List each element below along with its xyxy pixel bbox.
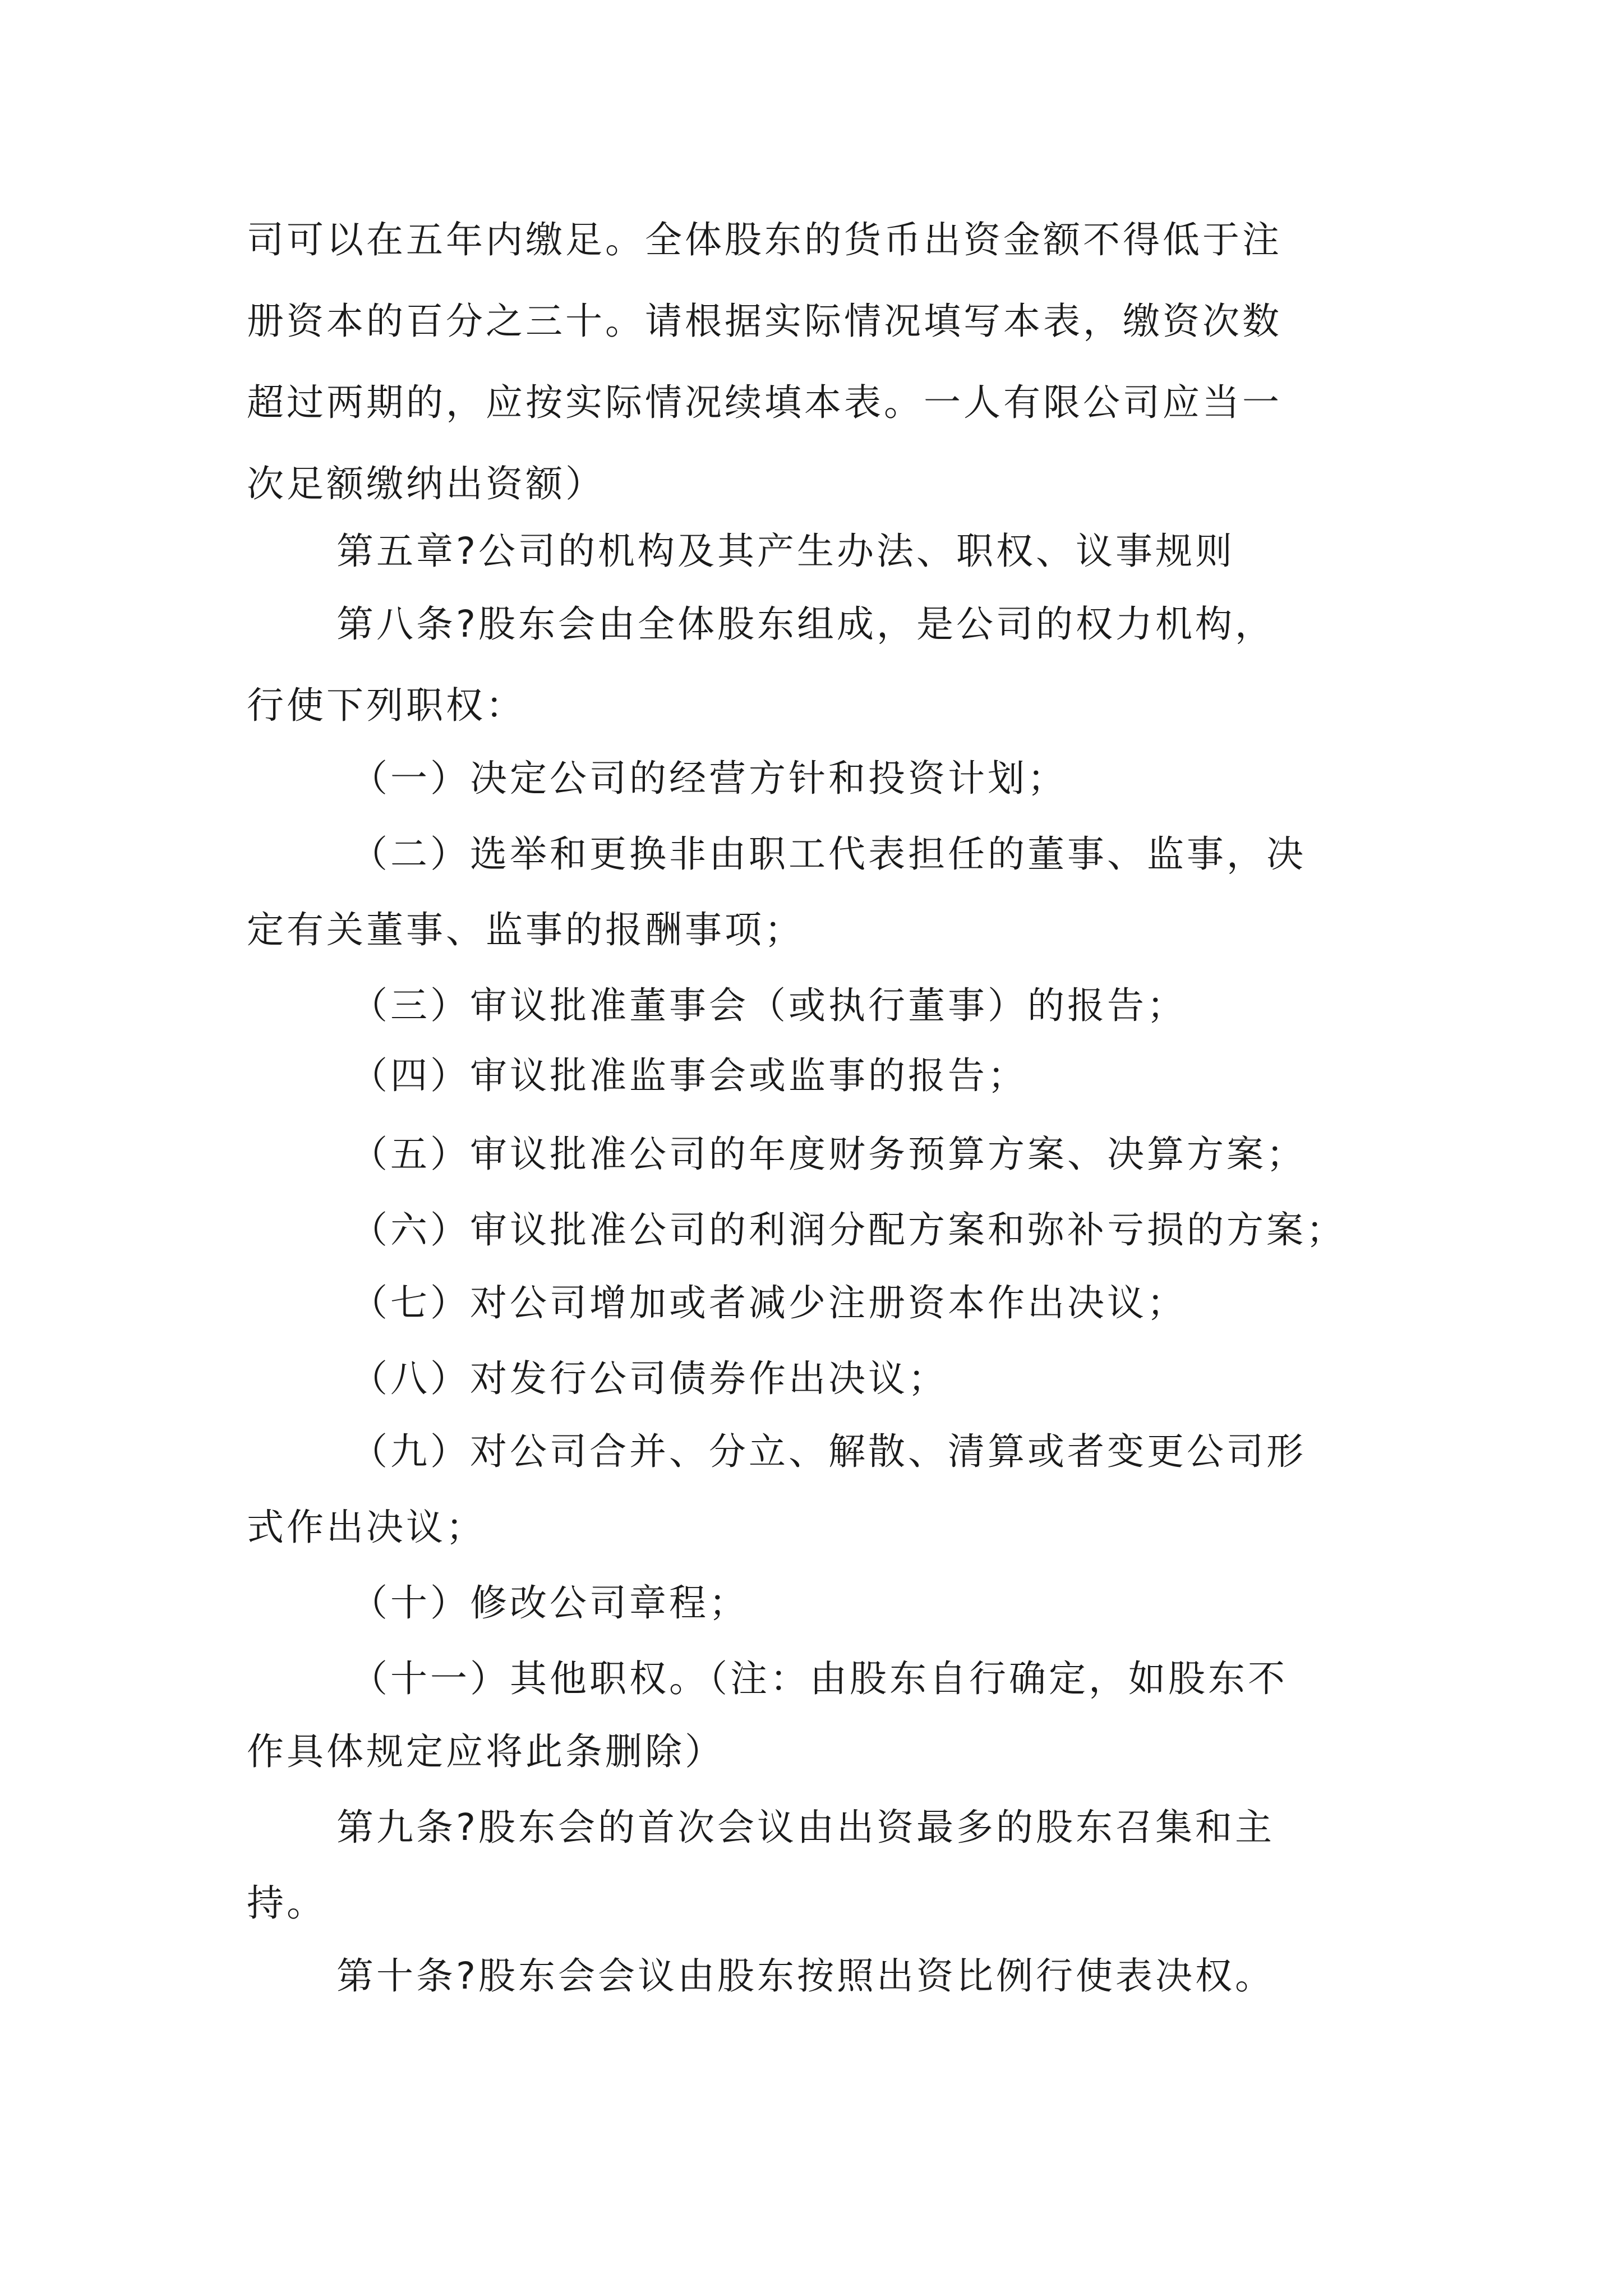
list-item: （九）对公司合并、分立、解散、清算或者变更公司形 bbox=[351, 1430, 1306, 1473]
text-line: 定有关董事、监事的报酬事项； bbox=[247, 908, 804, 951]
article-heading: 第十条?股东会会议由股东按照出资比例行使表决权。 bbox=[336, 1954, 1275, 1998]
article-heading: 第九条?股东会的首次会议由出资最多的股东召集和主 bbox=[336, 1806, 1275, 1849]
chapter-heading: 第五章?公司的机构及其产生办法、职权、议事规则 bbox=[336, 530, 1235, 573]
list-item: （七）对公司增加或者减少注册资本作出决议； bbox=[351, 1281, 1187, 1324]
text-line: 行使下列职权： bbox=[247, 684, 525, 727]
list-item: （八）对发行公司债券作出决议； bbox=[351, 1357, 948, 1400]
article-heading: 第八条?股东会由全体股东组成，是公司的权力机构， bbox=[336, 602, 1275, 646]
text-line: 持。 bbox=[247, 1881, 326, 1925]
list-item: （六）审议批准公司的利润分配方案和弥补亏损的方案； bbox=[351, 1208, 1346, 1251]
list-item: （一）决定公司的经营方针和投资计划； bbox=[351, 757, 1067, 800]
list-item: （四）审议批准监事会或监事的报告； bbox=[351, 1054, 1027, 1097]
text-line: 次足额缴纳出资额） bbox=[247, 462, 605, 505]
list-item: （三）审议批准董事会（或执行董事）的报告； bbox=[351, 984, 1187, 1027]
text-line: 司可以在五年内缴足。全体股东的货币出资金额不得低于注 bbox=[247, 218, 1282, 261]
text-line: 作具体规定应将此条删除） bbox=[247, 1730, 725, 1773]
list-item: （五）审议批准公司的年度财务预算方案、决算方案； bbox=[351, 1133, 1306, 1176]
list-item: （十一）其他职权。（注：由股东自行确定，如股东不 bbox=[351, 1657, 1288, 1700]
text-line: 超过两期的，应按实际情况续填本表。一人有限公司应当一 bbox=[247, 381, 1282, 424]
list-item: （二）选举和更换非由职工代表担任的董事、监事，决 bbox=[351, 832, 1306, 876]
list-item: （十）修改公司章程； bbox=[351, 1581, 749, 1625]
text-line: 册资本的百分之三十。请根据实际情况填写本表，缴资次数 bbox=[247, 300, 1282, 343]
text-line: 式作出决议； bbox=[247, 1506, 486, 1549]
